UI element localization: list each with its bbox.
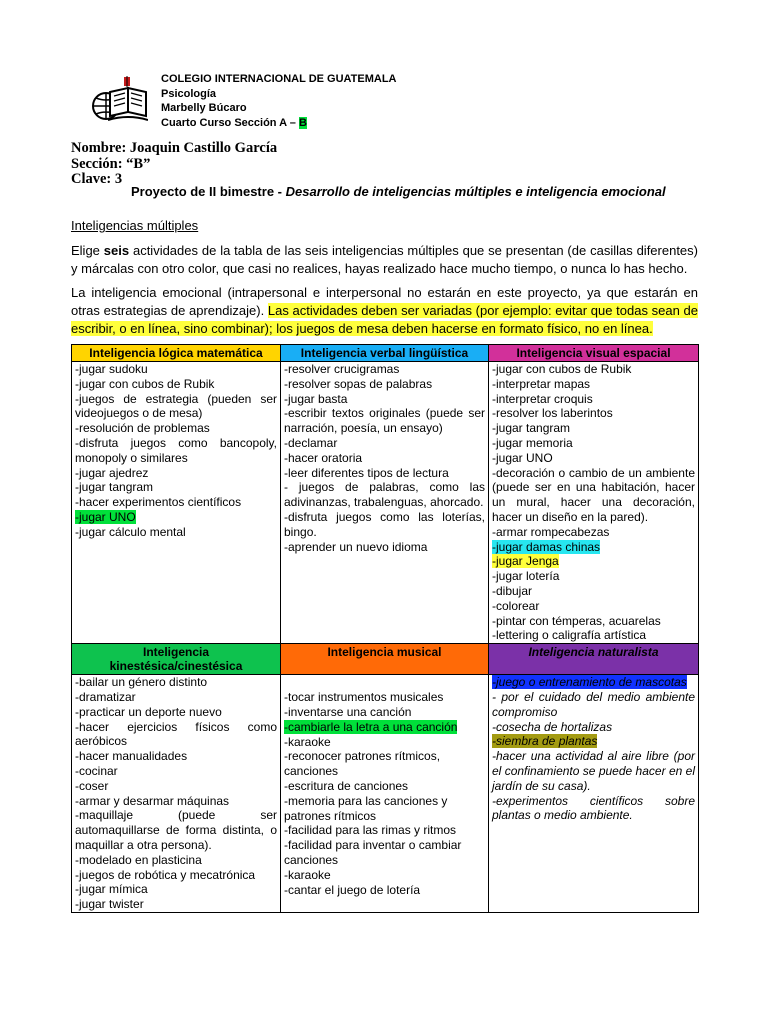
list-item: -disfruta juegos como las loterías, bingo. [284,509,485,539]
para1-after: actividades de la tabla de las seis inteligencias múltiples que se presentan (de casillas diferentes) y márcalas con otro color, que casi no realices, hayas realizado hace mucho tiempo, o nunca lo has hecho. [71,243,698,276]
list-item: -jugar mímica [75,882,148,897]
intelligences-table [71,344,699,913]
list-item: -coser [75,778,109,793]
cell-visual [489,362,699,644]
list-item-selected: -siembra de plantas [492,734,598,749]
list-item: -hacer experimentos científicos [75,495,242,510]
list-item: -hacer oratoria [284,450,363,465]
list-item: -jugar basta [284,391,348,406]
list-item: -juegos de robótica y mecatrónica [75,867,256,882]
list-item: -bailar un género distinto [75,675,208,690]
list-item: -disfruta juegos como bancopoly, monopoly o similares [75,435,277,465]
school-logo-icon [92,76,148,126]
list-item: -resolver los laberintos [492,406,613,421]
list-item-selected: -juego o entrenamiento de mascotas [492,675,687,690]
list-item: -aprender un nuevo idioma [284,539,428,554]
course-line [161,116,396,131]
para1-bold: seis [103,243,130,258]
list-item: -inventarse una canción [284,704,412,719]
para2-highlight: Las actividades deben ser variadas (por ejemplo: evitar que todas sean de escribir, o en línea, sino combinar); los juegos de mesa deben hacerse en formato físico, no en línea. [71,303,698,336]
student-section: Sección: “B” [71,155,151,172]
list-item: -cosecha de hortalizas [492,719,613,734]
list-item: -karaoke [284,734,331,749]
content-row-1 [72,362,699,644]
list-item: -declamar [284,435,338,450]
list-item: -escribir textos originales (puede ser narración, poesía, un ensayo) [284,406,485,436]
list-item: -interpretar mapas [492,376,591,391]
list-item: - por el cuidado del medio ambiente compromiso [492,689,695,719]
course-prefix: Cuarto Curso Sección A – [161,116,299,129]
list-item: -cocinar [75,763,118,778]
student-key: Clave: 3 [71,171,123,187]
list-item: -armar y desarmar máquinas [75,793,230,808]
list-item: -armar rompecabezas [492,524,610,539]
list-item: -memoria para las canciones y patrones rítmicos [284,793,448,823]
list-item: -hacer manualidades [75,749,188,764]
project-prefix: Proyecto de II bimestre - [131,184,286,199]
list-item: -dibujar [492,583,533,598]
list-item: -jugar UNO [492,450,553,465]
list-item-selected: -jugar UNO [75,509,136,524]
school-header [161,72,396,130]
list-item: -leer diferentes tipos de lectura [284,465,449,480]
header-logica: Inteligencia lógica matemática [72,345,281,362]
cell-verbal [281,362,489,644]
section-title: Inteligencias múltiples [71,218,199,233]
cell-logica [72,362,281,644]
cell-musical [281,675,489,913]
list-item: -karaoke [284,867,331,882]
list-item: -cantar el juego de lotería [284,882,421,897]
para2-plain: La inteligencia emocional (intrapersonal e interpersonal no estarán en este proyecto, ya que estarán en otras estrategias de aprendizaje). [71,285,698,318]
list-item: -jugar tangram [492,421,571,436]
list-item: -jugar memoria [492,435,573,450]
list-item: -facilidad para las rimas y ritmos [284,823,457,838]
list-item: -resolver sopas de palabras [284,376,433,391]
header-musical: Inteligencia musical [281,644,489,675]
subject-name: Psicología [161,87,217,100]
project-name: Desarrollo de inteligencias múltiples e inteligencia emocional [285,184,666,199]
list-item: -lettering o caligrafía artística [492,628,647,643]
header-verbal: Inteligencia verbal lingüística [281,345,489,362]
student-name: Nombre: Joaquin Castillo García [71,140,278,156]
list-item: -modelado en plasticina [75,852,202,867]
list-item: -reconocer patrones rítmicos, canciones [284,749,441,779]
list-item: -colorear [492,598,540,613]
list-item: -tocar instrumentos musicales [284,690,444,705]
header-kinestesica: Inteligencia kinestésica/cinestésica [72,644,281,675]
header-naturalista: Inteligencia naturalista [489,644,699,675]
list-item-selected: -jugar Jenga [492,554,559,569]
instructions-paragraph [71,242,698,278]
cell-naturalista [489,675,699,913]
teacher-name: Marbelly Búcaro [161,102,247,114]
list-item: -pintar con témperas, acuarelas [492,613,661,628]
school-name: COLEGIO INTERNACIONAL DE GUATEMALA [161,73,397,85]
emotional-intelligence-paragraph [71,284,698,338]
list-item: -experimentos científicos sobre plantas o medio ambiente. [492,793,695,823]
list-item: -maquillaje (puede ser automaquillarse de forma distinta, o maquillar a otra persona). [75,808,277,852]
course-section: B [298,116,307,129]
list-item: - juegos de palabras, como las adivinanzas, trabalenguas, ahorcado. [284,480,485,510]
list-item: -jugar lotería [492,569,560,584]
list-item: -hacer una actividad al aire libre (por el confinamiento se puede hacer en el jardín de su casa). [492,749,695,793]
list-item: -jugar sudoku [75,362,148,376]
list-item: -juegos de estrategia (pueden ser videojuegos o de mesa) [75,391,277,421]
header-row-1 [72,345,699,362]
list-item: -escritura de canciones [284,778,409,793]
list-item: -jugar tangram [75,480,154,495]
list-item: -interpretar croquis [492,391,593,406]
list-item: -jugar twister [75,897,144,912]
content-row-2 [72,675,699,913]
list-item: -dramatizar [75,689,136,704]
para1-before: Elige [71,243,104,258]
list-item: -jugar con cubos de Rubik [75,376,215,391]
list-item: -facilidad para inventar o cambiar canciones [284,838,462,867]
student-info [71,141,277,188]
header-visual: Inteligencia visual espacial [489,345,699,362]
cell-kinestesica [72,675,281,913]
list-item-selected: -jugar damas chinas [492,539,601,554]
list-item: -resolver crucigramas [284,362,400,376]
list-item: -jugar ajedrez [75,465,149,480]
list-item: -resolución de problemas [75,421,210,436]
list-item: -practicar un deporte nuevo [75,704,222,719]
list-item: -jugar con cubos de Rubik [492,362,632,376]
list-item: -decoración o cambio de un ambiente (puede ser en una habitación, hacer un mural, hacer una decoración, hacer un diseño en la pared). [492,465,695,524]
project-title [131,184,666,199]
list-item: -hacer ejercicios físicos como aeróbicos [75,719,277,749]
list-item: -jugar cálculo mental [75,524,186,539]
header-row-2 [72,644,699,675]
list-item-selected: -cambiarle la letra a una canción [284,719,458,734]
